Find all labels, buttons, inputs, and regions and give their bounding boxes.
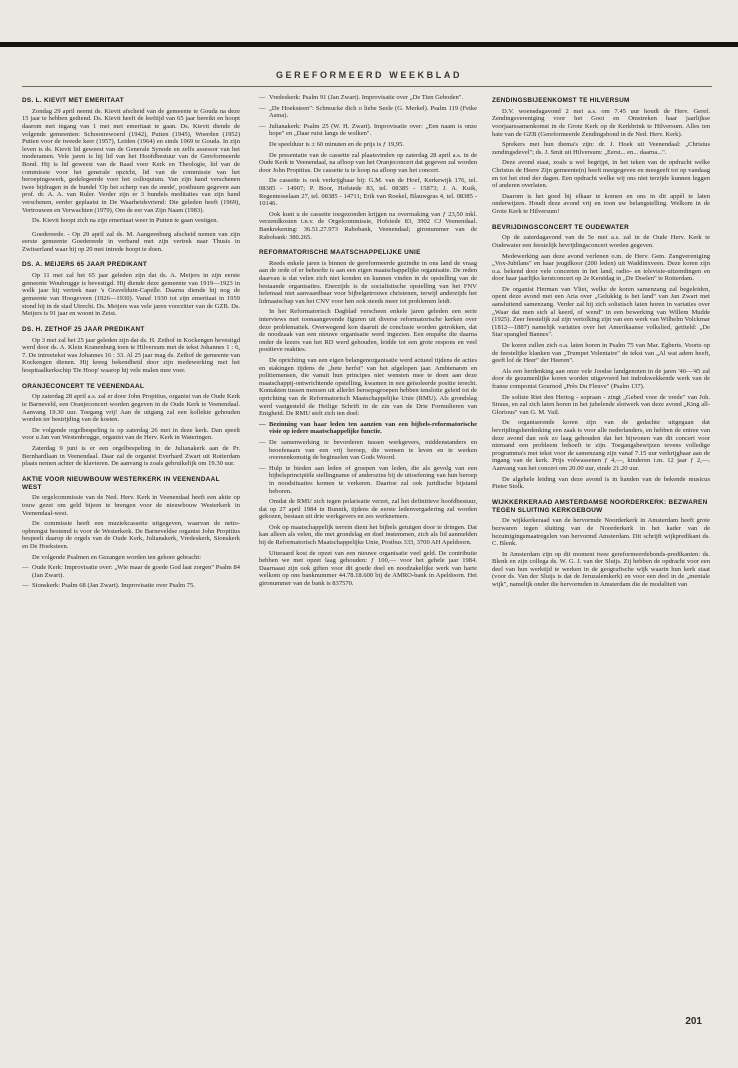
article-paragraph: Op 3 mei zal het 25 jaar geleden zijn dat ds. H. Zethof in Kockengen bevestigd werd door ds. A. Klein Kranenburg toen te Hilversum met de tekst Johannes 1 : 6, 7. De intreetekst was Johannes 16 : 33. Al 25 jaar mag ds. Zethof de gemeente van Kockengen dienen. Hij kreeg bekendheid door zijn medewerking met het hospitaalkerkschip 'De Hoop' waarop hij vele malen mee voer. (22, 336, 240, 375)
article-paragraph: De volgende orgelbespeling is op zaterdag 26 mei in deze kerk. Dan speelt voor u Jan van Westenbrugge, organist van de Herv. Kerk in Wateringen. (22, 426, 240, 442)
article-paragraph: De soliste Riet den Hertog - sopraan - zingt „Gebed voor de vrede" van Joh. Straus, en zal zich laten horen in het jubelende slotwerk van deze avond „King all-Glorious" van G. M. Vail. (492, 393, 710, 416)
article-heading: AKTIE VOOR NIEUWBOUW WESTERKERK IN VEENENDAAL WEST (22, 475, 220, 491)
article-paragraph: De algehele leiding van deze avond is in handen van de bekende musicus Pieter Stolk. (492, 475, 710, 491)
article-heading: DS. L. KIEVIT MET EMERITAAT (22, 97, 124, 104)
bullet-list (259, 94, 477, 138)
list-item-text: Bezinning van haar leden ten aanzien van een bijbels-reformatorische visie op iedere maatschappelijke functie. (269, 420, 477, 436)
bullet-list (259, 421, 477, 495)
list-item (22, 564, 240, 579)
article-paragraph: Reeds enkele jaren is binnen de gereformeerde gezindte in ons land de vraag aan de orde of er behoefte is aan een eigen maatschappelijke organisatie. De reden daarvan is dat velen zich niet konden en kunnen vinden in de opstelling van de bestaande organisaties. Enerzijds is de socialistische opstelling van het FNV helemaal niet aanvaardbaar voor bijbelgetrouwe christenen, terwijl anderzijds het lidmaatschap van het CNV voor hen ook steeds meer tot problemen leidt. (259, 259, 477, 305)
masthead-rule (22, 86, 712, 87)
article-paragraph: Ook op maatschappelijk terrein dient het bijbels getuigen door te dringen. Dat kan alleen als velen, die met grondslag en doel instemmen, zich als lid aanmelden bij de Reformatorisch Maatschappelijke Unie, Postbus 333, 3700 AH Apeldoorn. (259, 523, 477, 547)
article-paragraph: Op 11 mei zal het 65 jaar geleden zijn dat ds. A. Meijers in zijn eerste gemeente Woubrugge is bevestigd. Hij diende deze gemeente van 1919—1923 in welk jaar hij vertrek naar 's Gravelduin-Capelle. Daarna diende hij nog de gemeente van Hoogeveen (1926—1930). Vanaf 1930 tot zijn emeritaat in 1959 stond hij in de stad Utrecht. Ds. Meijers was vele jaren voorzitter van de GZB. Ds. Meijers is 91 jaar en woont in Zeist. (22, 272, 240, 318)
list-dash: — (259, 420, 266, 428)
article-paragraph: De organiserende koren zijn van de gedachte uitgegaan dat bevrijdingsherdenking een zaak is voor alle nederlanders, en hebben de entree van deze avond dan ook zo laag gehouden dat het bijwonen van dit concert voor niemand een probleem behoeft te zijn. Toegangsbewijzen tevens volledige programma's met tekst voor de samenzang zijn vanaf 7.15 uur verkrijgbaar aan de ingang van de kerk. Prijs volwassenen ƒ 4,—, kinderen t.m. 12 jaar ƒ 2,—. Aanvang van het concert om 20.00 uur, einde 21.20 uur. (492, 419, 710, 472)
list-item (259, 123, 477, 138)
article-paragraph: De commissie heeft een muziekcassette uitgegeven, waarvan de netto-opbrengst bestemd is voor de Westerkerk. De Barneveldse organist John Propitius bespeelt daarop de orgels van de Oude Kerk, Julianakerk, Vredeskerk, Sionskerk en De Hoeksteen. (22, 520, 240, 550)
list-item-text: „De Hoeksteen": Schmucke dich o liebe Seele (G. Merkel). Psalm 119 (Feike Asma). (269, 104, 477, 120)
top-rule (0, 42, 738, 47)
article-paragraph: Zondag 29 april neemt ds. Kievit afscheid van de gemeente te Gouda na deze 15 jaar te hebben gediend. Ds. Kievit heeft de leeftijd van 65 jaar bereikt en hoopt daarom met ingang van 1 mei met emeritaat te gaan. Ds. Kievit diende de volgende gemeenten: Schoonrewoerd (1942), Putten (1945), Woerden (1952) Putten voor de tweede keer (1957), Leiden (1964) en sinds 1969 te Gouda. In zijn leven is ds. Kievit lid geweest van de Generale Synode en zelfs assessor van het moderamen. Vele jaren is hij lid van het Hoofdbestuur van de Gereformeerde Bond. Hij is lid geweest van de Raad voor Kerk en Theologie, lid van de commissie voor het generale opzicht, lid van de commissie van het beroepingswerk, gedelegeerde voor het colloquium. Van zijn hand verschenen twee bijdragen in de bundel 'Op het scherp van de snede', posthuum gegeven aan prof. dr. A. A. van Ruler. Verder zijn er 3 bundels meditaties van zijn hand verschenen, eerder geplaatst in De Waarheidsvriend: Die geleden heeft (1969), Vertrouwen en Verwachten (1979), Om de eer van Zijn Naam (1983). (22, 107, 240, 214)
list-item-text: Hulp te bieden aan leden of groepen van leden, die als gevolg van een bijbelsprincipiële stellingname of anderszins bij de uitoefening van hun beroep in noodsituaties komen te verkeren. Daartoe zal ook juridische bijstand beboren. (269, 464, 477, 495)
article-heading: DS. A. MEIJERS 65 JAAR PREDIKANT (22, 261, 148, 269)
list-item (259, 94, 477, 102)
list-item (259, 105, 477, 120)
article-heading: DS. H. ZETHOF 25 JAAR PREDIKANT (22, 325, 145, 333)
list-dash: — (259, 464, 266, 472)
article-heading: BEVRIJDINGSCONCERT TE OUDEWATER (492, 223, 630, 231)
article-heading: REFORMATORISCHE MAATSCHAPPELIJKE UNIE (259, 249, 421, 257)
list-dash: — (22, 582, 29, 590)
article-paragraph: De koren zullen zich o.a. laten horen in Psalm 75 van Mar. Egberts. Voorts op de feestelijke klanken van „Trumpet Volentaire" de tekst van „Al wat adem heeft, geeft lof de Heer" der Heeren". (492, 342, 710, 365)
article-paragraph: Zaterdag 9 juni is er een orgelbespeling in de Julianakerk aan de Pr. Bernhardlaan in Veenendaal. Daar zal de organist Everhard Zwart uit Rotterdam plaats nemen achter de klavieren. De aanvang is zoals gebruikelijk om 19.30 uur. (22, 444, 240, 468)
article-paragraph: De wijkkerkeraad van de hervormde Noorderkerk in Amsterdam heeft grote bezwaren tegen sluiting van de Noorderkerk in het kader van de bezuinigingsmaatregelen van hervormd Amsterdam. Dit schrijft wijkpredikant ds. C. Blenk. (492, 517, 710, 548)
list-item-text: Vredeskerk: Psalm 91 (Jan Zwart). Improvisatie over „De Tien Geboden". (269, 94, 464, 101)
list-dash: — (259, 122, 266, 130)
article-paragraph: In Amsterdam zijn op dit moment twee gereformeerdebonds-predikanten: ds. Blenk en zijn collega ds. W. G. J. van der Sluijs. Zij hebben de opdracht voor een deel van hun werktijd te werken in de geografische wijk waarin hun kerk staat (voor ds. Van der Sluijs is dat de Jeruzalemkerk) en voor een deel in de „mentale wijk", namelijk onder die hervormden in Amsterdam die de modaliteit van (492, 550, 710, 589)
article-paragraph: Op zaterdag 28 april a.s. zal er door John Propitius, organist van de Oude Kerk te Barneveld, een Oranjeconcert worden gegeven in de Oude Kerk te Veenendaal. Aanvang 19.30 uur. Toegang vrij! Aan de uitgang zal een kollekte gehouden worden ter bestrijding van de kosten. (22, 393, 240, 424)
list-dash: — (259, 438, 266, 446)
masthead: GEREFORMEERD WEEKBLAD (275, 70, 463, 80)
bullet-list (22, 564, 240, 590)
article-paragraph: Ook kunt u de cassette toegezonden krijgen na overmaking van ƒ 23,50 inkl. verzendkosten t.n.v. de Orgelcommissie, Hofstede 83, 3902 CJ Veenendaal. Bankrekening: 36.51.27.973 Rabobank, Veenendaal; gironummer van de Rabobank: 380.265. (259, 210, 477, 241)
article-paragraph: Als een herdenking aan onze vele Joodse landgenoten in de jaren '40—'45 zal door de gezamenlijke koren worden uitgevoerd het indrukwekkende werk van de franse componist Gournod „Près Du Fleuve" (Psalm 137). (492, 367, 710, 390)
list-dash: — (22, 564, 29, 572)
list-item (22, 582, 240, 590)
column-middle (259, 92, 477, 1032)
list-item (259, 465, 477, 495)
list-item (259, 439, 477, 462)
article-paragraph: De presentatie van de cassette zal plaatsvinden op zaterdag 28 april a.s. in de Oude Kerk te Veenendaal, na afloop van het Oranjeconcert dat gegeven zal worden door John Propitius. De cassette is te koop na afloop van het concert. (259, 151, 477, 174)
article-paragraph: Op de zaterdagavond van de 5e mei a.s. zal in de Oude Herv. Kerk te Oudewater een feestelijk bevrijdingsconcert worden gegeven. (492, 234, 710, 249)
list-item-text: Oude Kerk: Improvisatie over: „Wie maar de goede God laat zorgen" Psalm 84 (Jan Zwart). (32, 564, 240, 579)
article-heading: WIJKKERKERAAD AMSTERDAMSE NOORDERKERK: BEZWAREN TEGEN SLUITING KERKGEBOUW (492, 498, 708, 514)
list-item-text: De samenwerking te bevorderen tussen werkgevers, middenstanders en beoefenaars van een vrij beroep, die wensen te leven en te werken overeenkomstig de beginselen van Gods Woord. (269, 438, 477, 462)
column-right (492, 92, 710, 1032)
article-paragraph: De organist Herman van Vliet, welke de koren samenzang zal begeleiden, opent deze avond met een Aria over „Gelukkig is het land" van Jan Zwart met aansluitend samenzang. Verder zal hij zich solistisch laten horen in variaties over „Waar dat men sich al keerd, of wend" in een bewerking van Willem Mudde (1925). Zeer feestelijk zal zijn vertolking zijn van een werk van Wilhelm Volckmar (1812—1887) namelijk variaties over het Amerikaanse volkslied, getiteld: „De Star spangled Bannes". (492, 285, 710, 339)
article-paragraph: Sprekers met hun thema's zijn: dr. J. Hoek uit Veenendaal: „Christus zendingsdevel"; ds. J. Smit uit Hilversum: „Eerst... en... daarna...". (492, 141, 710, 156)
column-left (22, 92, 240, 1032)
list-item-text: Sionskerk: Psalm 68 (Jan Zwart). Improvisatie over Psalm 75. (32, 582, 195, 590)
article-paragraph: Medewerking aan deze avond verlenen o.m. de Herv. Gem. Zangvereniging „Vox-Jubilans" en haar jeugdkoor (200 leden) uit Waddinxveen. Deze koren zijn o.a. bekend door vele concerten in het land, radio- en televisie-uitzendingen en door haar jaarlijks kerstconcert op 2e Kerstdag in „De Doelen" te Rotterdam. (492, 252, 710, 283)
list-dash: — (259, 104, 266, 112)
page-number: 201 (685, 1016, 702, 1027)
article-paragraph: De orgelcommissie van de Ned. Herv. Kerk in Veenendaal heeft een aktie op touw gezet om geld bijeen te brengen voor de nieuwbouw Westerkerk in Veenendaal-west. (22, 494, 240, 517)
article-paragraph: Omdat de RMU zich tegen polarisatie verzet, zal het definitieve hoofdbestuur, dat op 27 april 1984 in Bunnik, tijdens de eerste ledenvergadering zal worden gekozen, bestaan uit drie werkgevers en zes werknemers. (259, 498, 477, 521)
list-dash: — (259, 94, 266, 101)
article-paragraph: De speelduur is ± 60 minuten en de prijs is ƒ 19,95. (269, 140, 405, 148)
article-paragraph: Goedereede. - Op 29 april zal ds. M. Aangeenburg afscheid nemen van zijn eerste gemeente Goedereede in verband met zijn vertrek naar Thusis in Zwitserland waar hij op 20 mei intrede hoopt te doen. (22, 230, 240, 253)
article-paragraph: Daarom is het goed bij elkaar te komen en ons in dit appèl te laten onderwijzen. Houdt deze avond vrij en toon uw belangstelling. Welkom in de Grote Kerk te Hilversum! (492, 192, 710, 215)
article-paragraph: De cassette is ook verkrijgbaar bij: G.M. van de Hoef, Kerkewijk 176, tel. 08385 - 14907; P. Boor, Hofstede 83, tel. 08385 - 15873; J. A. Kuik, Regentesselaan 27, tel. 08385 - 14711; Erik van Roekel, Blauwgras 4, tel. 08385 - 10146. (259, 177, 477, 208)
article-paragraph: In het Reformatorisch Dagblad verscheen enkele jaren geleden een serie interviews met toonaangevende figuren uit diverse reformatorische kerken over deze problematiek. Overwegend kon daaruit de conclusie worden getrokken, dat de noodzaak van een nieuwe organisatie werd ingezien. Een enquête die daarna onder de lezers van het RD werd gehouden, leidde tot een grote respons en veel positieve reakties. (259, 308, 477, 354)
article-paragraph: D.V. woensdagavond 2 mei a.s. om 7.45 uur houdt de Herv. Geref. Zendingsvereniging voor het Gooi en Omstreken haar jaarlijkse voorjaarssamenkomst in de Grote Kerk op de Kerkbrink te Hilversum. Alles ten bate van de GZB (Gereformeerde Zendingsbond in de Ned. Herv. Kerk). (492, 107, 710, 138)
article-paragraph: Ds. Kievit hoopt zich na zijn emeritaat weer in Putten te gaan vestigen. (32, 217, 219, 225)
list-item (259, 421, 477, 436)
article-paragraph: Uiteraard kost de opzet van een nieuwe organisatie veel geld. De contributie hebben we met opzet laag gehouden: ƒ 100,— voor het gehele jaar 1984. Daarnaast zijn ook giften voor dit goede doel en noodzakelijke werk van harte welkom op ons banknummer 44.78.18.600 bij de AMRO-bank in Apeldoorn. Het gironummer van de bank is 837570. (259, 549, 477, 588)
article-paragraph: De oprichting van een eigen belangenorganisatie werd actueel tijdens de acties en stakingen tijdens de „hete herfst" van het afgelopen jaar. Ambtenaren en politiemensen, die vanuit hun principes niet wensten mee te doen aan deze maatschappij-ontwrichtende opstelling, kwamen in een geïsoleerde positie terecht. Kontakten tussen mensen uit allerlei beroepsgroepen hebben tenslotte geleid tot de oprichting van de Reformatorisch Maatschappelijke Unie (RMU). Als grondslag werd vastgesteld de Heilige Schrift in de zin van de Drie Formulieren van Enigheid. De RMU stelt zich ten doel: (259, 357, 477, 418)
article-paragraph: De volgende Psalmen en Gezangen worden ten gehore gebracht: (32, 553, 202, 561)
article-heading: ORANJECONCERT TE VEENENDAAL (22, 382, 145, 390)
article-paragraph: Deze avond staat, zoals u wel begrijpt, in het teken van de opdracht welke Christus de Heere Zijn gemeente(n) heeft meegegeven en meegeeft tot op vandaag en tot het eind der dagen. Een opdracht welke wij ons niet terzijde kunnen leggen of anderen overlaten. (492, 159, 710, 190)
list-item-text: Julianakerk: Psalm 25 (W. H. Zwart). Improvisatie over: „Een naam is onze hope" en „Daar ruist langs de wolken". (269, 122, 477, 138)
article-heading: ZENDINGSBIJEENKOMST TE HILVERSUM (492, 97, 630, 104)
